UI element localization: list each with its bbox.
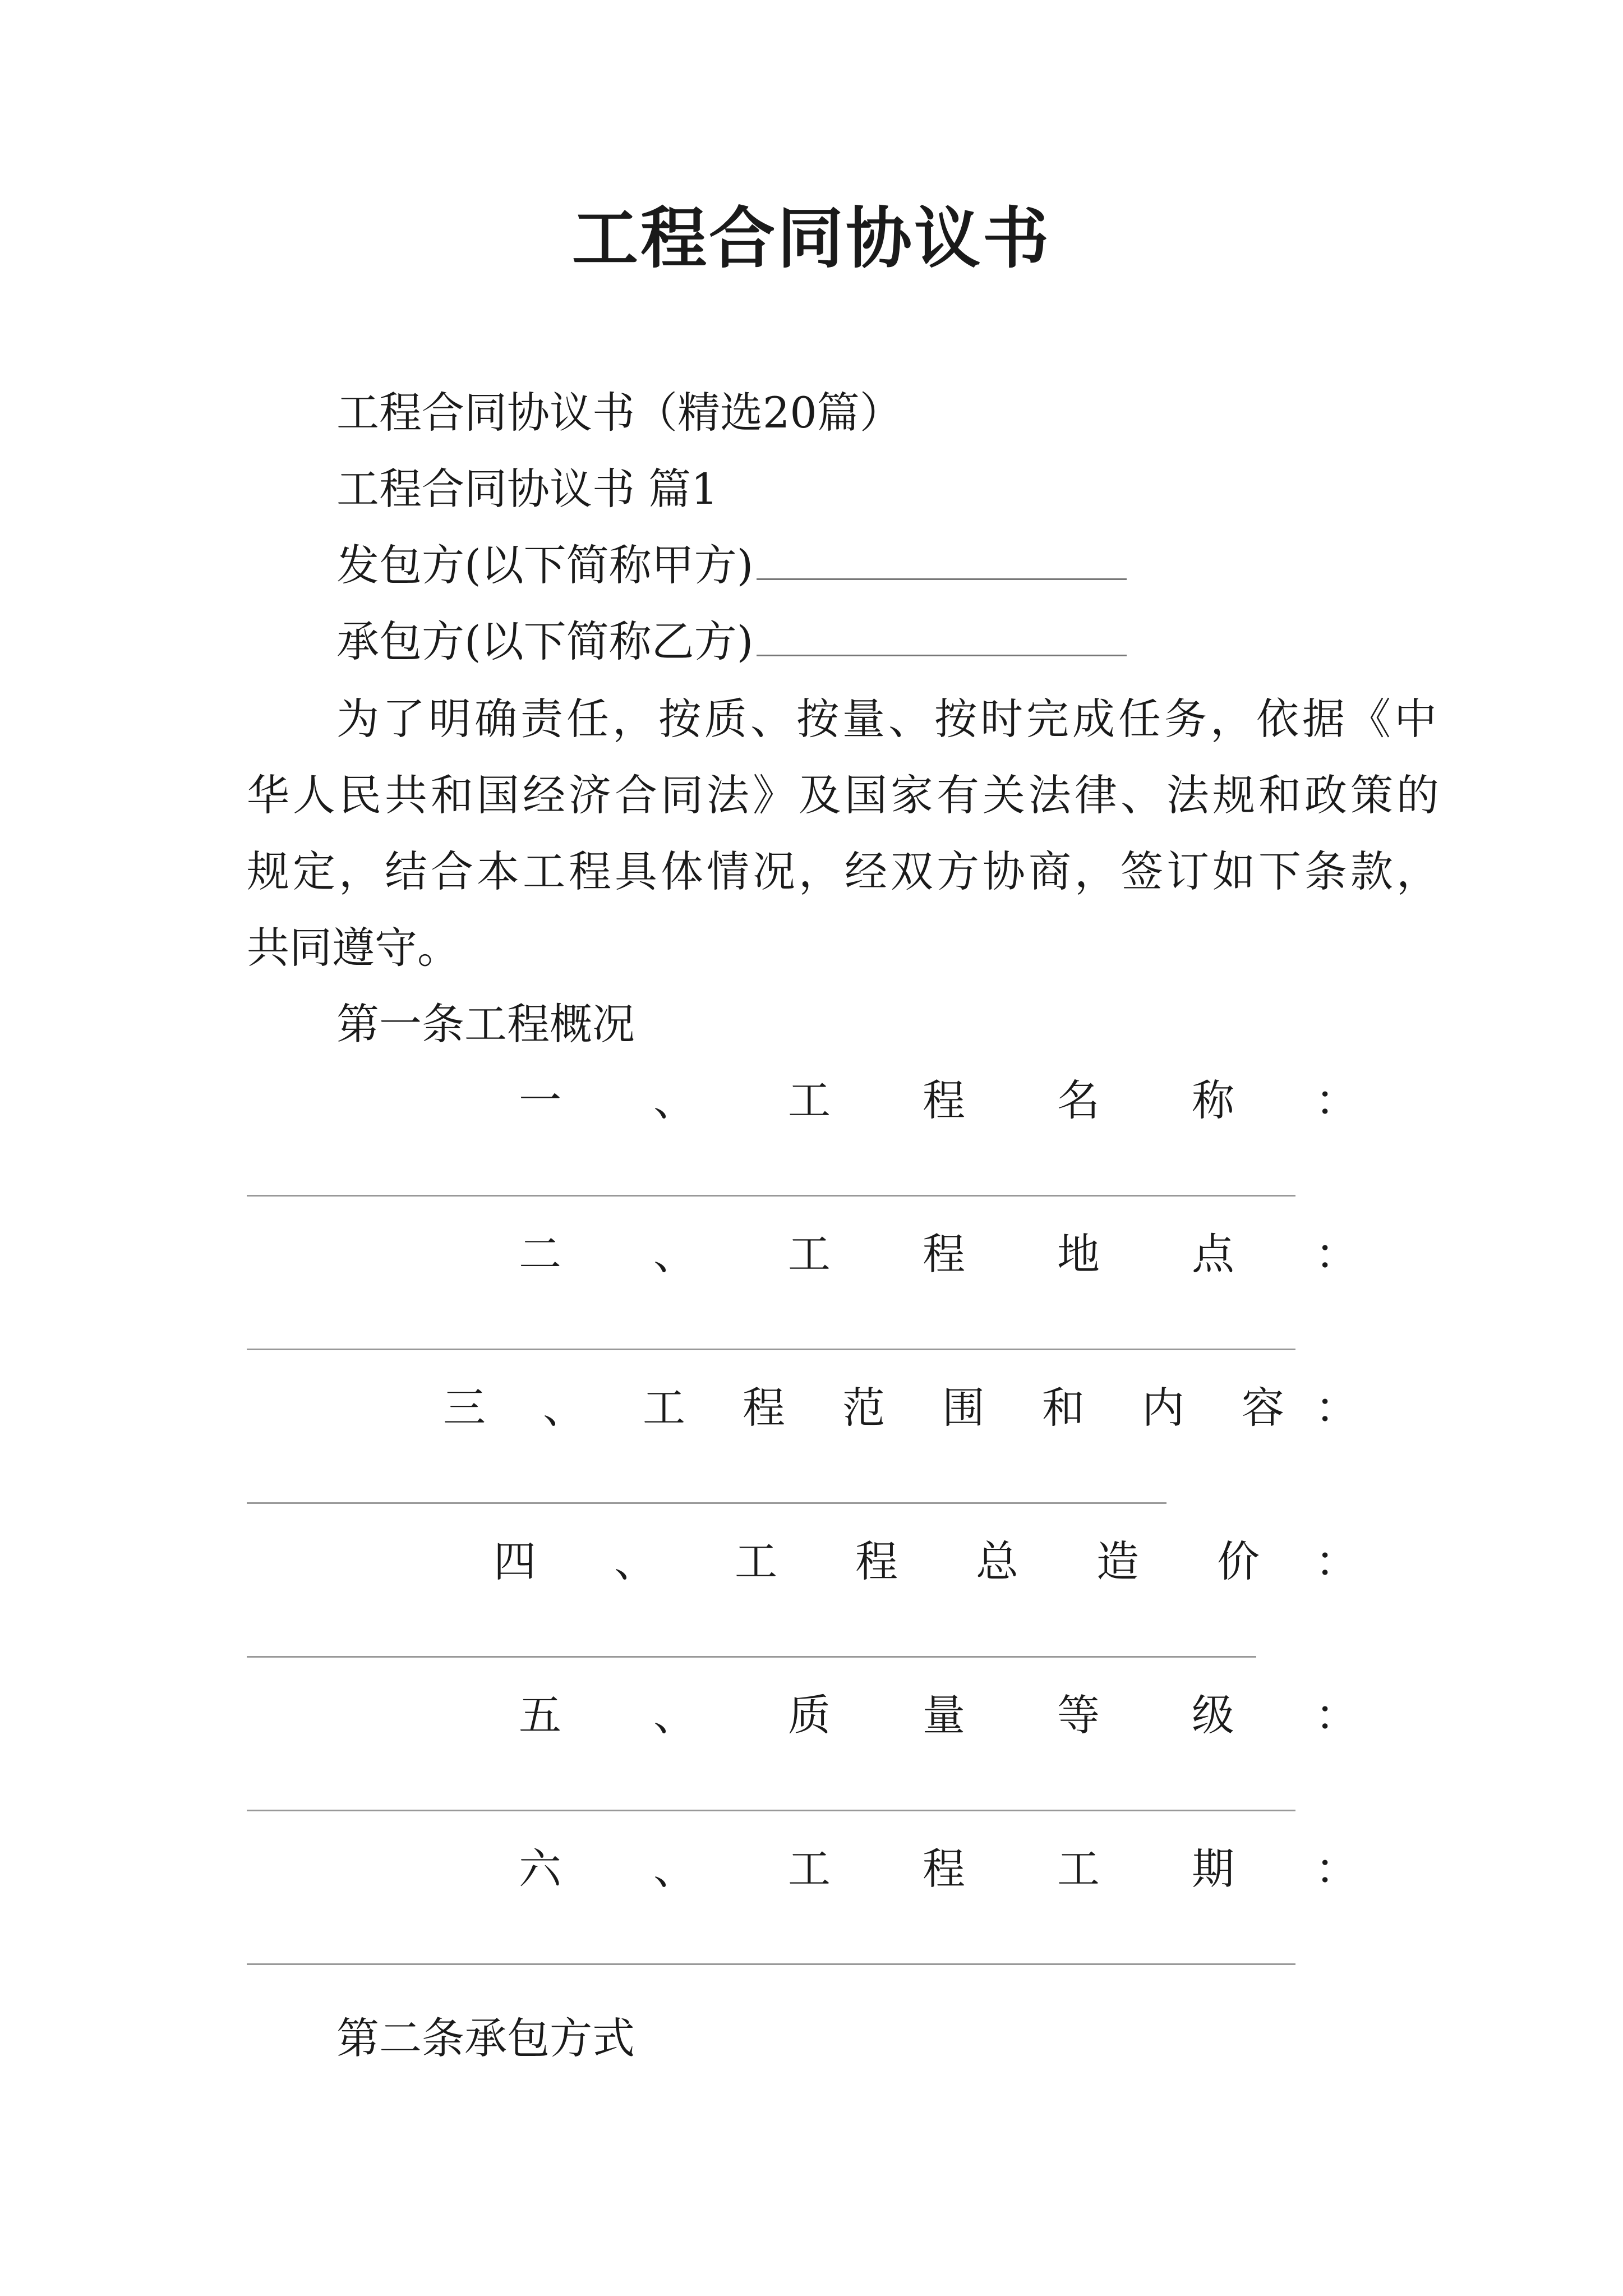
item-project-name-blank	[247, 1195, 1295, 1197]
intro-line-3: 规定，结合本工程具体情况，经双方协商，签订如下条款，	[247, 846, 1442, 896]
item-char: 质	[788, 1690, 831, 1740]
document-subtitle: 工程合同协议书（精选20篇）	[336, 388, 902, 438]
item-char: 、	[653, 1229, 696, 1279]
item-char: 工	[735, 1536, 777, 1586]
item-char: ：	[1315, 1690, 1358, 1740]
item-chars	[247, 1374, 1368, 1442]
item-char: 三	[443, 1383, 486, 1433]
item-char: 价	[1217, 1536, 1260, 1586]
item-char: 工	[1057, 1844, 1100, 1894]
item-char: 、	[653, 1844, 696, 1894]
item-char: 期	[1192, 1844, 1234, 1894]
item-char: 工	[643, 1383, 685, 1433]
intro-line-4: 共同遵守。	[247, 923, 460, 973]
item-char: 程	[855, 1536, 898, 1586]
item-char: 造	[1096, 1536, 1139, 1586]
item-char: 称	[1192, 1075, 1234, 1125]
party-b-label: 承包方(以下简称乙方)	[336, 616, 754, 666]
item-chars	[247, 1067, 1368, 1134]
item-char: 、	[653, 1690, 696, 1740]
item-char: 六	[519, 1844, 561, 1894]
item-char: ：	[1315, 1075, 1358, 1125]
item-char: 级	[1192, 1690, 1234, 1740]
item-char: 程	[923, 1229, 965, 1279]
intro-line-1: 为了明确责任，按质、按量、按时完成任务，依据《中	[336, 694, 1440, 744]
item-char: 程	[923, 1844, 965, 1894]
item-char: 围	[942, 1383, 985, 1433]
article-2-heading: 第二条承包方式	[336, 2013, 635, 2063]
item-char: 范	[842, 1383, 885, 1433]
item-char: ：	[1315, 1383, 1358, 1433]
item-chars	[247, 1221, 1368, 1288]
item-quality-grade-blank	[247, 1810, 1295, 1811]
party-a-blank	[757, 577, 1127, 580]
item-char: ：	[1315, 1536, 1358, 1586]
party-a-label: 发包方(以下简称甲方)	[336, 540, 754, 590]
item-char: 容	[1242, 1383, 1284, 1433]
item-char: 点	[1192, 1229, 1234, 1279]
item-char: 、	[614, 1536, 657, 1586]
item-char: 五	[519, 1690, 561, 1740]
item-char: 地	[1057, 1229, 1100, 1279]
party-b-line	[336, 608, 1127, 675]
item-project-location-blank	[247, 1349, 1295, 1350]
item-project-scope-blank	[247, 1502, 1166, 1504]
section-heading: 工程合同协议书 篇1	[336, 464, 718, 514]
party-b-blank	[757, 654, 1127, 656]
item-char: 二	[519, 1229, 561, 1279]
item-char: 、	[653, 1075, 696, 1125]
item-char: 四	[494, 1536, 536, 1586]
article-1-heading: 第一条工程概况	[336, 999, 635, 1049]
item-char: 工	[788, 1229, 831, 1279]
document-title: 工程合同协议书	[571, 199, 1051, 277]
item-char: ：	[1315, 1229, 1358, 1279]
party-a-line	[336, 532, 1127, 599]
item-char: 和	[1042, 1383, 1085, 1433]
item-chars	[247, 1682, 1368, 1749]
item-char: 名	[1057, 1075, 1100, 1125]
item-char: 程	[743, 1383, 785, 1433]
item-chars	[247, 1835, 1368, 1903]
item-char: 量	[923, 1690, 965, 1740]
item-char: 程	[923, 1075, 965, 1125]
item-chars	[247, 1528, 1368, 1595]
intro-line-2: 华人民共和国经济合同法》及国家有关法律、法规和政策的	[247, 770, 1442, 820]
item-char: 等	[1057, 1690, 1100, 1740]
item-char: 一	[519, 1075, 561, 1125]
item-char: 工	[788, 1075, 831, 1125]
item-char: 总	[976, 1536, 1018, 1586]
item-project-duration-blank	[247, 1963, 1295, 1965]
item-char: 、	[543, 1383, 585, 1433]
item-char: 工	[788, 1844, 831, 1894]
item-char: 内	[1142, 1383, 1184, 1433]
item-total-cost-blank	[247, 1656, 1256, 1658]
item-char: ：	[1315, 1844, 1358, 1894]
